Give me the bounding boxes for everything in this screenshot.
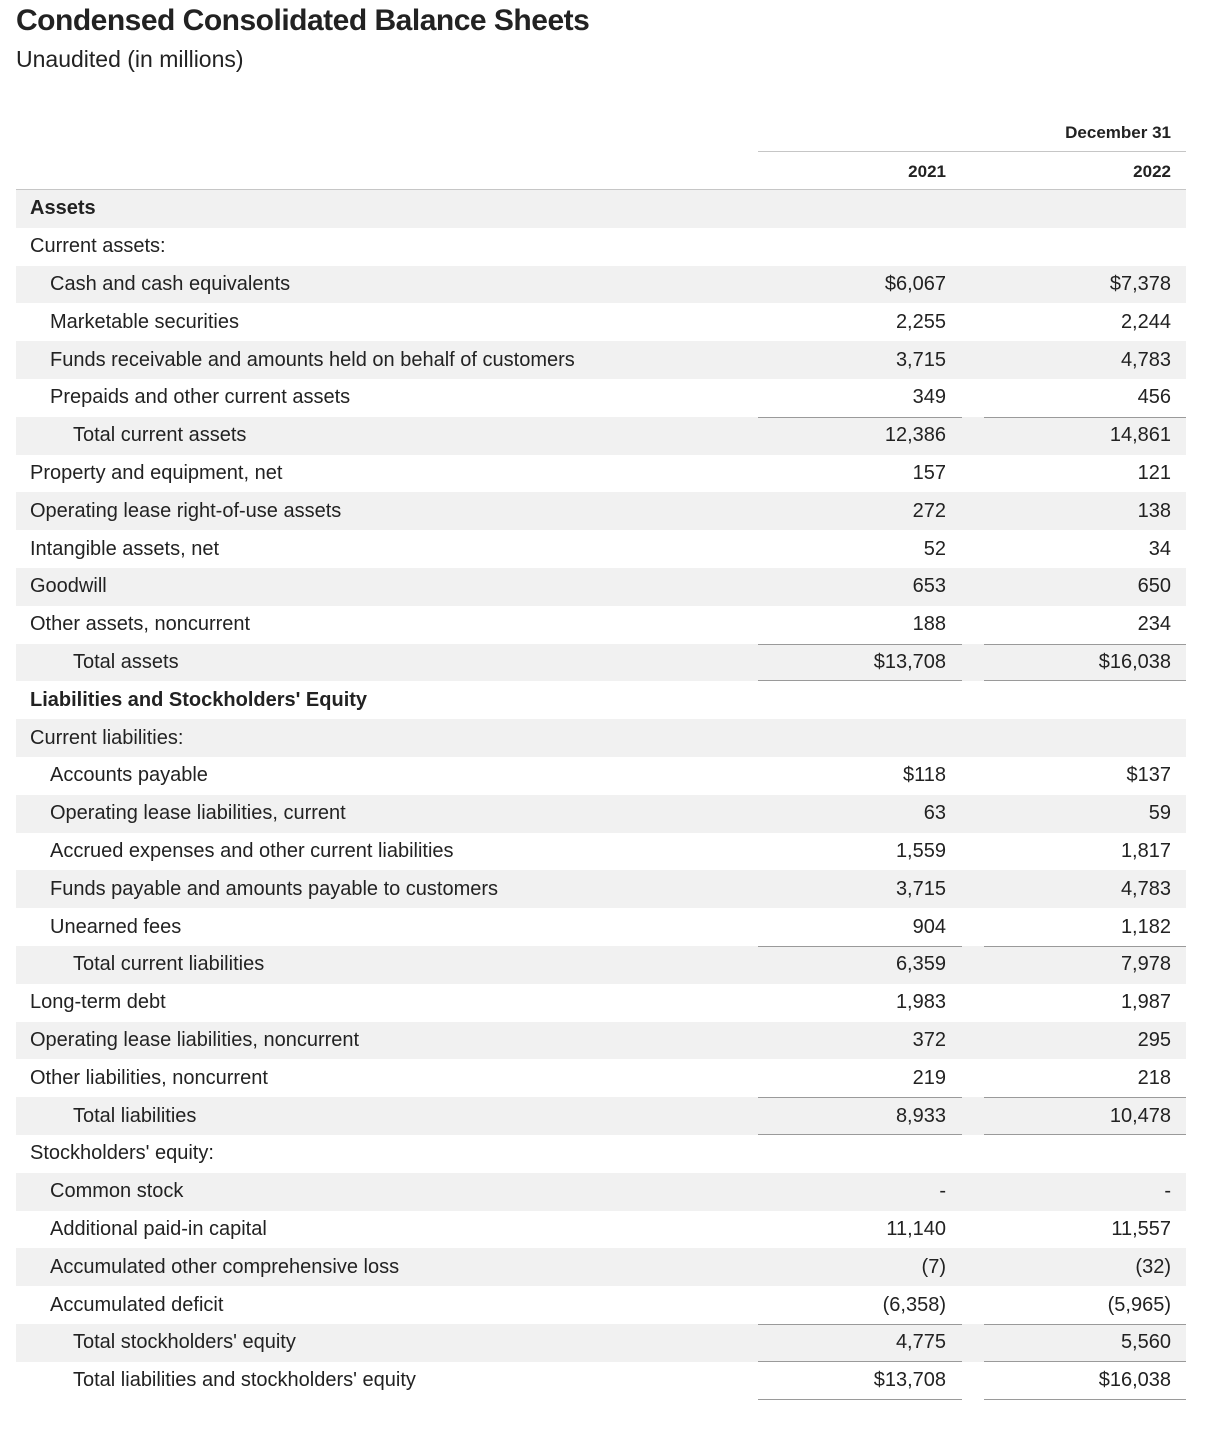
column-header-2021: 2021 [908, 162, 946, 181]
value-2021: 3,715 [895, 877, 946, 900]
value-2021: 3,715 [895, 348, 946, 371]
value-2022: - [1164, 1180, 1171, 1203]
row-label: Funds payable and amounts payable to customers [50, 877, 499, 900]
value-2022: 7,978 [1120, 953, 1171, 976]
value-2021: 157 [912, 461, 946, 484]
row-label: Prepaids and other current assets [50, 386, 351, 409]
value-2021: 1,559 [895, 839, 946, 862]
value-2022: 650 [1137, 575, 1171, 598]
row-label: Cash and cash equivalents [50, 272, 291, 295]
table-row [16, 1097, 1186, 1135]
table-row [16, 190, 1186, 228]
row-label: Additional paid-in capital [50, 1217, 267, 1240]
table-row [16, 795, 1186, 833]
balance-sheet-table [16, 190, 1186, 1400]
table-row [16, 417, 1186, 455]
value-2021: 1,983 [895, 991, 946, 1014]
subtotal-rule [984, 1324, 1186, 1325]
table-row [16, 1022, 1186, 1060]
value-2022: 10,478 [1109, 1104, 1171, 1127]
row-label: Operating lease right-of-use assets [30, 499, 342, 522]
value-2022: $16,038 [1098, 650, 1171, 673]
table-row [16, 455, 1186, 493]
subtotal-rule [758, 644, 962, 645]
value-2021 [758, 190, 946, 228]
row-label: Operating lease liabilities, noncurrent [30, 1028, 360, 1051]
row-label: Common stock [50, 1180, 184, 1203]
table-row [16, 1059, 1186, 1097]
row-label: Total current assets [73, 424, 247, 447]
value-2021: 904 [912, 915, 946, 938]
table-row [16, 1135, 1186, 1173]
row-label: Intangible assets, net [30, 537, 220, 560]
table-row [16, 681, 1186, 719]
table-row [16, 833, 1186, 871]
table-row [16, 379, 1186, 417]
value-2021: 63 [923, 802, 946, 825]
column-header-2022: 2022 [1133, 162, 1171, 181]
value-2021: $6,067 [884, 272, 946, 295]
subtotal-rule [984, 644, 1186, 645]
row-label: Accrued expenses and other current liabilities [50, 839, 454, 862]
value-2021: 6,359 [895, 953, 946, 976]
value-2021: 8,933 [895, 1104, 946, 1127]
page-title: Condensed Consolidated Balance Sheets [16, 4, 590, 37]
row-label: Total liabilities and stockholders' equity [73, 1369, 416, 1392]
value-2021: 52 [923, 537, 946, 560]
value-2021 [758, 1135, 946, 1173]
value-2022: 456 [1137, 386, 1171, 409]
value-2021 [758, 228, 946, 266]
value-2021: 272 [912, 499, 946, 522]
page-subtitle: Unaudited (in millions) [16, 46, 244, 72]
value-2022: 2,244 [1120, 310, 1171, 333]
table-row [16, 1211, 1186, 1249]
row-label: Accounts payable [50, 764, 208, 787]
value-2021: (6,358) [882, 1293, 946, 1316]
table-row [16, 266, 1186, 304]
value-2022: $16,038 [1098, 1369, 1171, 1392]
row-label: Other liabilities, noncurrent [30, 1066, 268, 1089]
row-label: Operating lease liabilities, current [50, 802, 346, 825]
value-2022: 138 [1137, 499, 1171, 522]
row-label: Total stockholders' equity [73, 1331, 296, 1354]
row-label: Other assets, noncurrent [30, 613, 251, 636]
subtotal-rule [984, 946, 1186, 947]
value-2022: 295 [1137, 1028, 1171, 1051]
row-label: Accumulated deficit [50, 1293, 224, 1316]
value-2022 [984, 1135, 1171, 1173]
value-2022 [984, 681, 1171, 719]
table-row [16, 1286, 1186, 1324]
value-2022: 218 [1137, 1066, 1171, 1089]
value-2021: 372 [912, 1028, 946, 1051]
table-row [16, 1248, 1186, 1286]
value-2022 [984, 228, 1171, 266]
value-2021: $118 [902, 764, 946, 787]
row-label: Accumulated other comprehensive loss [50, 1255, 400, 1278]
value-2021: (7) [921, 1255, 946, 1278]
table-row [16, 341, 1186, 379]
value-2022: $137 [1126, 764, 1171, 787]
table-row [16, 719, 1186, 757]
value-2022 [984, 190, 1171, 228]
value-2022: (32) [1135, 1255, 1171, 1278]
value-2022: 1,987 [1120, 991, 1171, 1014]
period-divider [758, 151, 1186, 152]
row-label: Liabilities and Stockholders' Equity [30, 688, 368, 711]
value-2022: 1,182 [1120, 915, 1171, 938]
value-2022: 121 [1137, 461, 1171, 484]
row-label: Assets [30, 197, 96, 220]
row-label: Stockholders' equity: [30, 1142, 214, 1165]
value-2021: 219 [912, 1066, 946, 1089]
table-row [16, 568, 1186, 606]
value-2021 [758, 719, 946, 757]
table-row [16, 492, 1186, 530]
table-row [16, 303, 1186, 341]
total-rule [758, 1399, 962, 1400]
value-2021: 4,775 [895, 1331, 946, 1354]
subtotal-rule [758, 417, 962, 418]
table-row [16, 530, 1186, 568]
value-2021: 653 [912, 575, 946, 598]
row-label: Current assets: [30, 235, 166, 258]
value-2022: 4,783 [1120, 348, 1171, 371]
value-2021: $13,708 [873, 1369, 946, 1392]
value-2022: 5,560 [1120, 1331, 1171, 1354]
value-2022: 14,861 [1109, 424, 1171, 447]
table-row [16, 984, 1186, 1022]
value-2022: 4,783 [1120, 877, 1171, 900]
row-label: Long-term debt [30, 991, 166, 1014]
total-rule [984, 1399, 1186, 1400]
value-2021: 2,255 [895, 310, 946, 333]
table-row [16, 1362, 1186, 1400]
row-label: Total current liabilities [73, 953, 265, 976]
table-row [16, 1324, 1186, 1362]
table-row [16, 606, 1186, 644]
table-row [16, 908, 1186, 946]
row-label: Property and equipment, net [30, 461, 283, 484]
table-row [16, 644, 1186, 682]
value-2021: 11,140 [886, 1217, 946, 1240]
table-row [16, 757, 1186, 795]
value-2022: 34 [1148, 537, 1171, 560]
row-label: Total liabilities [73, 1104, 197, 1127]
period-header: December 31 [1065, 123, 1171, 142]
table-row [16, 228, 1186, 266]
value-2021 [758, 681, 946, 719]
subtotal-rule [758, 1097, 962, 1098]
subtotal-rule [984, 1097, 1186, 1098]
value-2021: $13,708 [873, 650, 946, 673]
row-label: Current liabilities: [30, 726, 184, 749]
value-2022: 59 [1148, 802, 1171, 825]
value-2022: $7,378 [1109, 272, 1171, 295]
row-label: Total assets [73, 650, 179, 673]
table-row [16, 946, 1186, 984]
subtotal-rule [758, 1324, 962, 1325]
table-row [16, 1173, 1186, 1211]
value-2022: 11,557 [1111, 1217, 1171, 1240]
row-label: Unearned fees [50, 915, 182, 938]
row-label: Funds receivable and amounts held on behalf of customers [50, 348, 575, 371]
value-2021: 12,386 [884, 424, 946, 447]
subtotal-rule [984, 417, 1186, 418]
value-2022: (5,965) [1107, 1293, 1171, 1316]
value-2022: 234 [1137, 613, 1171, 636]
row-label: Marketable securities [50, 310, 239, 333]
subtotal-rule [758, 946, 962, 947]
value-2021: 188 [912, 613, 946, 636]
value-2021: 349 [912, 386, 946, 409]
value-2022: 1,817 [1120, 839, 1171, 862]
table-row [16, 870, 1186, 908]
value-2021: - [939, 1180, 946, 1203]
value-2022 [984, 719, 1171, 757]
row-label: Goodwill [30, 575, 107, 598]
